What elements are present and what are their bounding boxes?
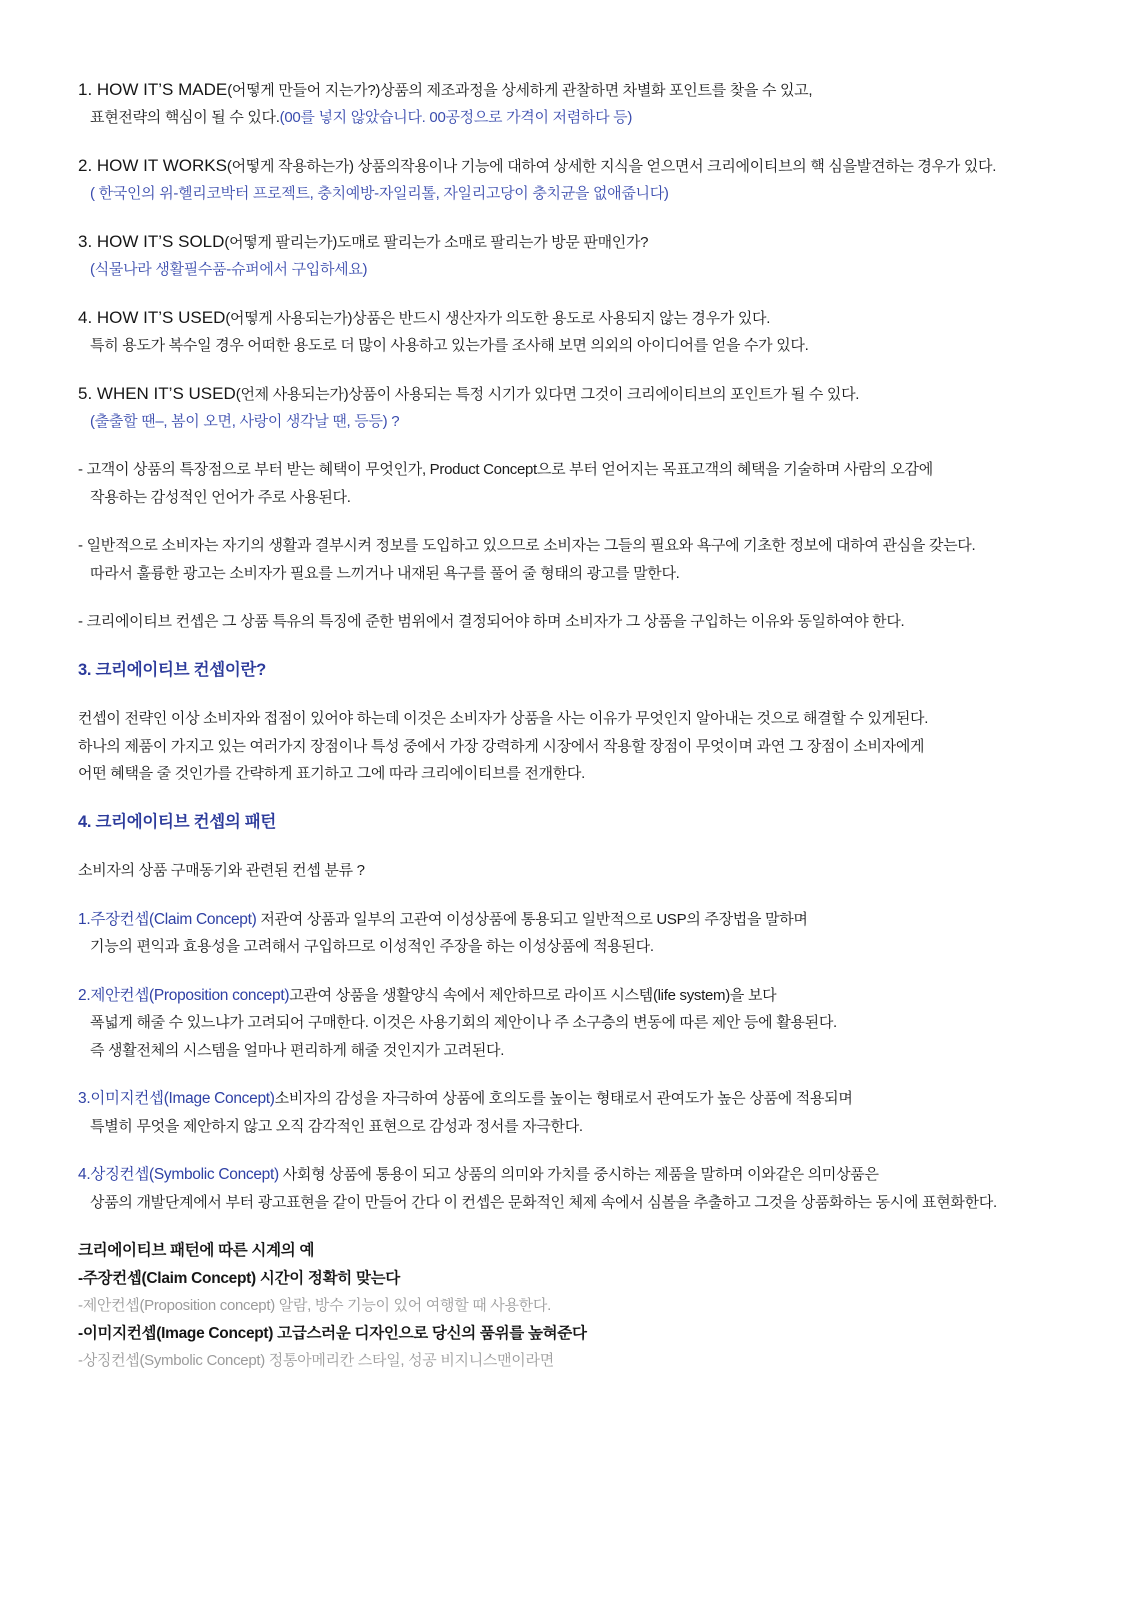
text-segment: 사회형 상품에 통용이 되고 상품의 의미와 가치를 중시하는 제품을 말하며 이와같은 의미상품은 [278,1166,879,1183]
text-line [78,408,1114,436]
text-segment: 특히 용도가 복수일 경우 어떠한 용도로 더 많이 사용하고 있는가를 조사해 보면 의외의 아이디어를 얻을 수가 있다. [90,336,809,354]
text-line [78,484,1114,512]
item-how-its-used [78,304,1114,359]
item-title-latin: 4. HOW IT’S USED [78,308,226,327]
text-segment: 1.주장컨셉(Claim Concept) [78,910,257,928]
text-segment: 크리에이티브 패턴에 따른 시계의 예 [78,1242,315,1259]
item-title-latin: 3. HOW IT’S SOLD [78,232,225,251]
text-segment: 어떤 혜택을 줄 것인가를 간략하게 표기하고 그에 따라 크리에이티브를 전개한다. [78,765,585,782]
text-segment: (어떻게 작용하는가) 상품의작용이나 기능에 대하여 상세한 지식을 얻으면서 크리에이티브의 핵 심을발견하는 경우가 있다. [226,158,997,175]
text-line [78,104,1114,132]
text-line [78,256,1114,284]
text-segment: - 크리에이티브 컨셉은 그 상품 특유의 특징에 준한 범위에서 결정되어야 하며 소비자가 그 상품을 구입하는 이유와 동일하여야 한다. [78,613,905,630]
text-line [78,933,1114,961]
text-segment: 소비자의 감성을 자극하여 상품에 호의도를 높이는 형태로서 관여도가 높은 상품에 적용되며 [274,1090,853,1107]
text-segment: 작용하는 감성적인 언어가 주로 사용된다. [90,488,351,506]
text-line [78,560,1114,588]
text-line [78,1037,1114,1065]
item-title-latin: 2. HOW IT WORKS [78,156,227,175]
text-segment: (00를 넣지 않았습니다. 00공정으로 가격이 저렴하다 등) [279,108,633,126]
text-line [78,180,1114,208]
item-how-its-sold [78,228,1114,283]
text-line [78,705,1114,733]
text-segment: 4.상징컨셉(Symbolic Concept) [78,1166,279,1183]
paragraph-consumer-needs [78,532,1114,587]
text-segment: -제안컨셉(Proposition concept) 알람, 방수 기능이 있어 여행할 때 사용한다. [78,1297,551,1314]
text-segment: 저관여 상품과 일부의 고관여 이성상품에 통용되고 일반적으로 USP의 주장법을 말하며 [256,910,808,928]
text-line [78,1189,1114,1217]
text-line [78,608,1114,636]
text-segment: 3. 크리에이티브 컨셉이란? [78,660,266,679]
text-segment: (식물나라 생활필수품-슈퍼에서 구입하세요) [90,260,368,278]
item-image-concept [78,1085,1114,1140]
text-segment: 기능의 편익과 효용성을 고려해서 구입하므로 이성적인 주장을 하는 이성상품에 적용된다. [90,938,654,955]
text-line [78,733,1114,761]
text-line [78,1265,1114,1293]
text-segment: 표현전략의 핵심이 될 수 있다. [90,108,280,126]
text-segment: (어떻게 팔리는가)도매로 팔리는가 소매로 팔리는가 방문 판매인가? [224,234,649,251]
item-how-its-made [78,76,1114,131]
text-segment: - 일반적으로 소비자는 자기의 생활과 결부시켜 정보를 도입하고 있으므로 소비자는 그들의 필요와 욕구에 기초한 정보에 대하여 관심을 갖는다. [78,537,976,554]
text-line [78,657,1114,685]
text-segment: 3.이미지컨셉(Image Concept) [78,1090,275,1107]
text-segment: -상징컨셉(Symbolic Concept) 정통아메리칸 스타일, 성공 비지니스맨이라면 [78,1352,554,1369]
text-segment: ( 한국인의 위-헬리코박터 프로젝트, 충치예방-자일리톨, 자일리고당이 충치균을 없애줍니다) [90,184,669,202]
text-segment: (출출할 땐–, 봄이 오면, 사랑이 생각날 땐, 등등) ? [90,412,400,430]
line-concept-category-question [78,857,1114,885]
text-segment: (어떻게 만들어 지는가?)상품의 제조과정을 상세하게 관찰하면 차별화 포인트를 찾을 수 있고, [227,82,813,99]
item-title-latin: 1. HOW IT’S MADE [78,80,228,99]
text-segment: 폭넓게 해줄 수 있느냐가 고려되어 구매한다. 이것은 사용기회의 제안이나 주 소구층의 변동에 따른 제안 등에 활용된다. [90,1014,837,1031]
text-line [78,809,1114,837]
text-line [78,304,1114,332]
text-line [78,982,1114,1010]
text-line [78,1113,1114,1141]
text-segment: - 고객이 상품의 특장점으로 부터 받는 혜택이 무엇인가, Product Concept으로 부터 얻어지는 목표고객의 혜택을 기술하며 사람의 오감에 [78,461,933,478]
text-segment: 2.제안컨셉(Proposition concept) [78,986,290,1004]
heading-creative-concept-pattern [78,809,1114,837]
paragraph-concept-strategy [78,705,1114,788]
text-segment: -주장컨셉(Claim Concept) 시간이 정확히 맞는다 [78,1269,400,1287]
text-segment: 특별히 무엇을 제안하지 않고 오직 감각적인 표현으로 감성과 정서를 자극한다. [90,1117,583,1135]
text-line [78,228,1114,256]
paragraph-product-concept-benefit [78,456,1114,511]
item-when-its-used [78,380,1114,435]
item-proposition-concept [78,982,1114,1065]
text-segment: 컨셉이 전략인 이상 소비자와 접점이 있어야 하는데 이것은 소비자가 상품을 사는 이유가 무엇인지 알아내는 것으로 해결할 수 있게된다. [78,710,929,727]
item-claim-concept [78,906,1114,961]
item-title-latin: 5. WHEN IT’S USED [78,384,236,403]
text-line [78,532,1114,560]
text-segment: 따라서 훌륭한 광고는 소비자가 필요를 느끼거나 내재된 욕구를 풀어 줄 형태의 광고를 말한다. [90,564,680,582]
text-segment: 소비자의 상품 구매동기와 관련된 컨셉 분류 ? [78,862,365,879]
text-line [78,456,1114,484]
text-segment: 4. 크리에이티브 컨셉의 패턴 [78,812,277,831]
text-line [78,380,1114,408]
text-line [78,1009,1114,1037]
text-line [78,760,1114,788]
text-segment: (어떻게 사용되는가)상품은 반드시 생산자가 의도한 용도로 사용되지 않는 경우가 있다. [225,310,771,327]
examples-watch-by-pattern [78,1237,1114,1375]
text-segment: 하나의 제품이 가지고 있는 여러가지 장점이나 특성 중에서 가장 강력하게 시장에서 작용할 장점이 무엇이며 과연 그 장점이 소비자에게 [78,737,925,755]
paragraph-creative-concept-range [78,608,1114,636]
text-segment: -이미지컨셉(Image Concept) 고급스러운 디자인으로 당신의 품위를 높혀준다 [78,1324,587,1342]
text-segment: 고관여 상품을 생활양식 속에서 제안하므로 라이프 시스템(life system)을 보다 [289,986,777,1004]
text-line [78,1237,1114,1265]
text-segment: 즉 생활전체의 시스템을 얼마나 편리하게 해줄 것인지가 고려된다. [90,1041,505,1059]
text-line [78,332,1114,360]
text-line [78,1292,1114,1320]
text-line [78,152,1114,180]
text-segment: (언제 사용되는가)상품이 사용되는 특정 시기가 있다면 그것이 크리에이티브의 포인트가 될 수 있다. [235,386,860,403]
text-line [78,1320,1114,1348]
text-segment: 상품의 개발단계에서 부터 광고표현을 같이 만들어 간다 이 컨셉은 문화적인 체제 속에서 심볼을 추출하고 그것을 상품화하는 동시에 표현화한다. [90,1193,997,1211]
text-line [78,1161,1114,1189]
text-line [78,1085,1114,1113]
item-how-it-works [78,152,1114,207]
text-line [78,857,1114,885]
text-line [78,906,1114,934]
text-line [78,76,1114,104]
text-line [78,1347,1114,1375]
heading-what-is-creative-concept [78,657,1114,685]
item-symbolic-concept [78,1161,1114,1216]
